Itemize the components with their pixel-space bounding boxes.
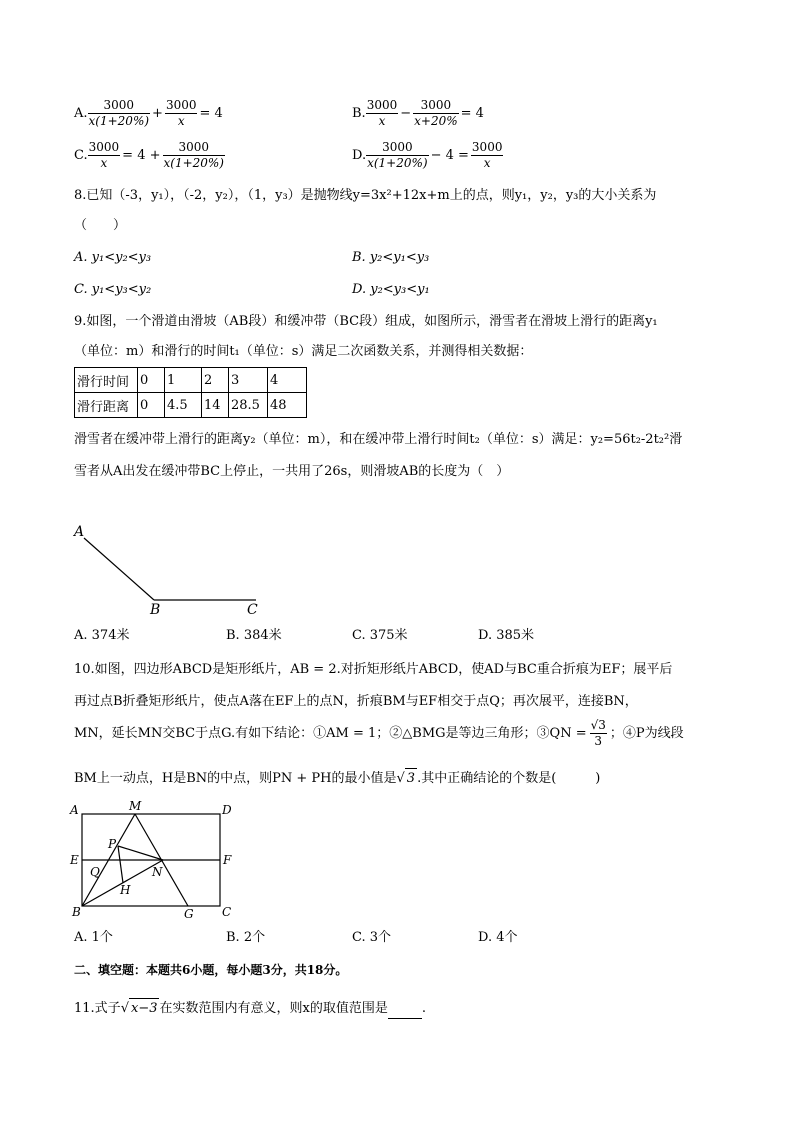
fraction: $\frac{3000}{x+20\%}$ xyxy=(414,98,458,128)
fraction: $\frac{√3}{3}$ xyxy=(590,718,606,748)
line-ph xyxy=(118,846,123,883)
sqrt-symbol: √ xyxy=(120,1001,129,1016)
point-label-c: C xyxy=(222,905,232,919)
point-label-d: D xyxy=(222,803,232,817)
q10-stem-line1: 10.如图，四边形ABCD是矩形纸片，AB = 2.对折矩形纸片ABCD，使AD与BC重合折痕为EF；展平后 xyxy=(74,662,673,677)
q9-option-a: A. 374米 xyxy=(74,628,130,643)
point-label-m: M xyxy=(129,799,142,813)
q10-rectangle-figure xyxy=(68,798,240,922)
fraction: $\frac{3000}{x(1+20\%)}$ xyxy=(163,140,224,170)
point-label-q: Q xyxy=(90,865,100,879)
q9-option-d: D. 385米 xyxy=(478,628,535,643)
fraction: $\frac{3000}{x(1+20\%)}$ xyxy=(88,98,150,128)
table-row: 滑行时间 0 1 2 3 4 xyxy=(75,368,307,393)
q10-stem-line2: 再过点B折叠矩形纸片，使点A落在EF上的点N，折痕BM与EF相交于点Q；再次展平，连接BN， xyxy=(74,694,638,709)
q10-stem-line4: BM上一动点，H是BN的中点，则PN + PH的最小值是√ 3 .其中正确结论的个数是( ) xyxy=(74,768,600,789)
q9-option-b: B. 384米 xyxy=(226,628,282,643)
table-row: 滑行距离 0 4.5 14 28.5 48 xyxy=(75,393,307,418)
point-label-b: B xyxy=(72,905,81,919)
point-label-a: A xyxy=(70,803,79,817)
slope-ab-line xyxy=(84,538,154,600)
q7-option-c: C. $\frac{3000}{x}$ = 4 + $\frac{3000}{x(1+20\%)}$ xyxy=(74,140,224,170)
line-pn xyxy=(118,846,163,860)
q7-option-b: B. $\frac{3000}{x}$ − $\frac{3000}{x+20\%}$ = 4 xyxy=(352,98,484,128)
q8-option-c: C. y₁<y₃<y₂ xyxy=(74,282,152,297)
point-label-n: N xyxy=(152,865,163,879)
point-label-p: P xyxy=(108,837,117,851)
point-label-e: E xyxy=(70,853,79,867)
q9-stem-line3: 滑雪者在缓冲带上滑行的距离y₂（单位：m），和在缓冲带上滑行时间t₂（单位：s）满足：y₂=56t₂-2t₂²滑 xyxy=(74,432,683,447)
point-label-h: H xyxy=(120,883,131,897)
point-label-g: G xyxy=(184,907,194,921)
point-label-f: F xyxy=(223,853,232,867)
q9-slope-figure xyxy=(70,518,280,618)
fraction: $\frac{3000}{x}$ xyxy=(366,98,398,128)
q11-stem: 11.式子√ x−3 在实数范围内有意义，则x的取值范围是 . xyxy=(74,998,426,1019)
point-label-b: B xyxy=(150,602,161,618)
answer-blank[interactable] xyxy=(388,1004,422,1019)
q10-option-a: A. 1个 xyxy=(74,930,113,945)
fraction: $\frac{3000}{x}$ xyxy=(88,140,120,170)
sqrt-symbol: √ xyxy=(396,771,405,786)
q10-option-d: D. 4个 xyxy=(478,930,518,945)
q9-data-table xyxy=(74,367,307,418)
point-label-c: C xyxy=(247,602,258,618)
fraction: $\frac{3000}{x}$ xyxy=(471,140,503,170)
q10-option-c: C. 3个 xyxy=(352,930,392,945)
q8-stem-line1: 8.已知（-3，y₁），（-2，y₂），（1，y₃）是抛物线y=3x²+12x+m上的点，则y₁，y₂，y₃的大小关系为 xyxy=(74,188,657,203)
q8-stem-line2: （ ） xyxy=(74,218,127,233)
q9-stem-line2: （单位：m）和滑行的时间t₁（单位：s）满足二次函数关系，并测得相关数据： xyxy=(74,344,533,359)
q8-option-d: D. y₂<y₃<y₁ xyxy=(352,282,430,297)
point-label-a: A xyxy=(74,524,85,540)
q10-option-b: B. 2个 xyxy=(226,930,266,945)
section-heading: 二、填空题：本题共6小题，每小题3分，共18分。 xyxy=(74,963,348,977)
fraction: $\frac{3000}{x}$ xyxy=(165,98,197,128)
fraction: $\frac{3000}{x(1+20\%)}$ xyxy=(367,140,428,170)
q9-stem-line4: 雪者从A出发在缓冲带BC上停止，一共用了26s，则滑坡AB的长度为（ ） xyxy=(74,464,510,479)
q7-option-d: D. $\frac{3000}{x(1+20\%)}$ − 4 = $\frac{3000}{x}$ xyxy=(352,140,503,170)
q8-option-a: A. y₁<y₂<y₃ xyxy=(74,250,152,265)
q9-option-c: C. 375米 xyxy=(352,628,408,643)
q8-option-b: B. y₂<y₁<y₃ xyxy=(352,250,430,265)
q9-stem-line1: 9.如图，一个滑道由滑坡（AB段）和缓冲带（BC段）组成，如图所示，滑雪者在滑坡上滑行的距离y₁ xyxy=(74,314,658,329)
q10-stem-line3: MN，延长MN交BC于点G.有如下结论：①AM = 1；②△BMG是等边三角形；③QN = $\frac{√3}{3}$ ；④P为线段 xyxy=(74,718,684,748)
q7-option-a: A. $\frac{3000}{x(1+20\%)}$ + $\frac{3000}{x}$ = 4 xyxy=(74,98,223,128)
